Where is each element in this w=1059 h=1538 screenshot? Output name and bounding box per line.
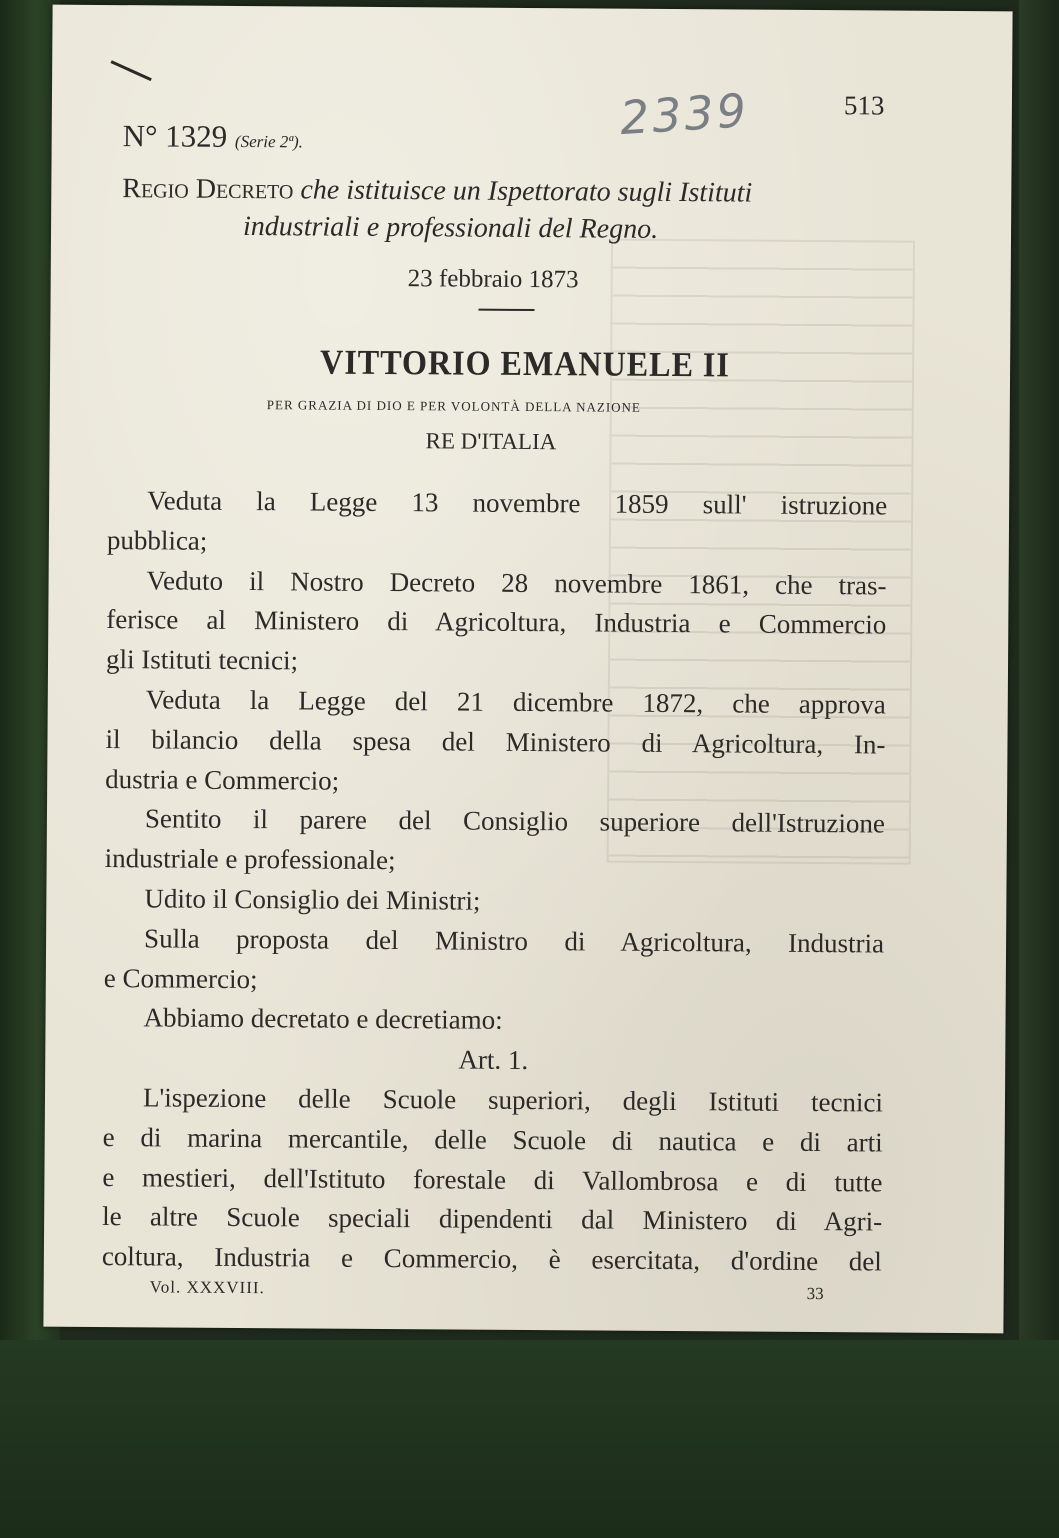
body-line: industriale e professionale; (104, 843, 396, 876)
article-line: coltura, Industria e Commercio, è esercitata, d'ordine del (101, 1241, 882, 1277)
divider-rule (479, 309, 535, 311)
background-right (1019, 0, 1059, 1538)
body-line: dustria e Commercio; (105, 763, 340, 796)
decree-number: N° 1329 (122, 118, 228, 154)
handwritten-note: 2339 (618, 83, 751, 146)
title-text-2: industriali e professionali del Regno. (242, 211, 659, 245)
series-label: (Serie 2ª). (234, 131, 303, 152)
body-line: Udito il Consiglio dei Ministri; (144, 883, 481, 916)
decree-date: 23 febbraio 1873 (407, 265, 579, 294)
body-line: Abbiamo decretato e decretiamo: (143, 1002, 503, 1036)
article-line: le altre Scuole speciali dipendenti dal Ministero di Agri- (102, 1201, 883, 1237)
re-italia: RE D'ITALIA (425, 428, 557, 455)
article-line: L'ispezione delle Scuole superiori, degli Istituti tecnici (142, 1082, 884, 1118)
body-line: gli Istituti tecnici; (105, 644, 299, 676)
body-line: Sulla proposta del Ministro di Agricoltura, Industria (144, 923, 885, 959)
article-line: e mestieri, dell'Istituto forestale di Vallombrosa e di tutte (102, 1161, 883, 1198)
sheet-number: 33 (806, 1283, 824, 1304)
body-line: Veduto il Nostro Decreto 28 novembre 1861, che tras- (146, 564, 887, 601)
article-line: e di marina mercantile, delle Scuole di nautica e di arti (102, 1121, 883, 1158)
body-line: Veduta la Legge 13 novembre 1859 sull' istruzione (147, 485, 888, 521)
title-lead: Regio Decreto (122, 173, 294, 206)
decree-title-line-1 (122, 173, 752, 209)
by-grace-line: PER GRAZIA DI DIO E PER VOLONTÀ DELLA NAZIONE (266, 397, 641, 415)
decree-title-line-2 (243, 211, 658, 246)
decree-body (102, 481, 888, 1282)
body-line: pubblica; (106, 524, 208, 556)
decree-number-line (123, 118, 303, 155)
body-line: Veduta la Legge del 21 dicembre 1872, che approva (145, 684, 886, 720)
document-page (43, 5, 1012, 1334)
body-line: ferisce al Ministero di Agricoltura, Industria e Commercio (106, 604, 887, 640)
volume-label: Vol. XXXVIII. (149, 1277, 265, 1298)
pencil-tick-mark (111, 60, 152, 81)
king-name: VITTORIO EMANUELE II (320, 342, 730, 385)
article-heading: Art. 1. (458, 1044, 529, 1076)
title-text-1: che istituisce un Ispettorato sugli Istituti (300, 174, 753, 209)
body-line: il bilancio della spesa del Ministero di Agricoltura, In- (105, 723, 886, 760)
body-line: Sentito il parere del Consiglio superiore dell'Istruzione (144, 803, 886, 839)
page-number: 513 (843, 90, 885, 121)
body-line: e Commercio; (103, 962, 258, 994)
background-bottom (0, 1340, 1059, 1538)
